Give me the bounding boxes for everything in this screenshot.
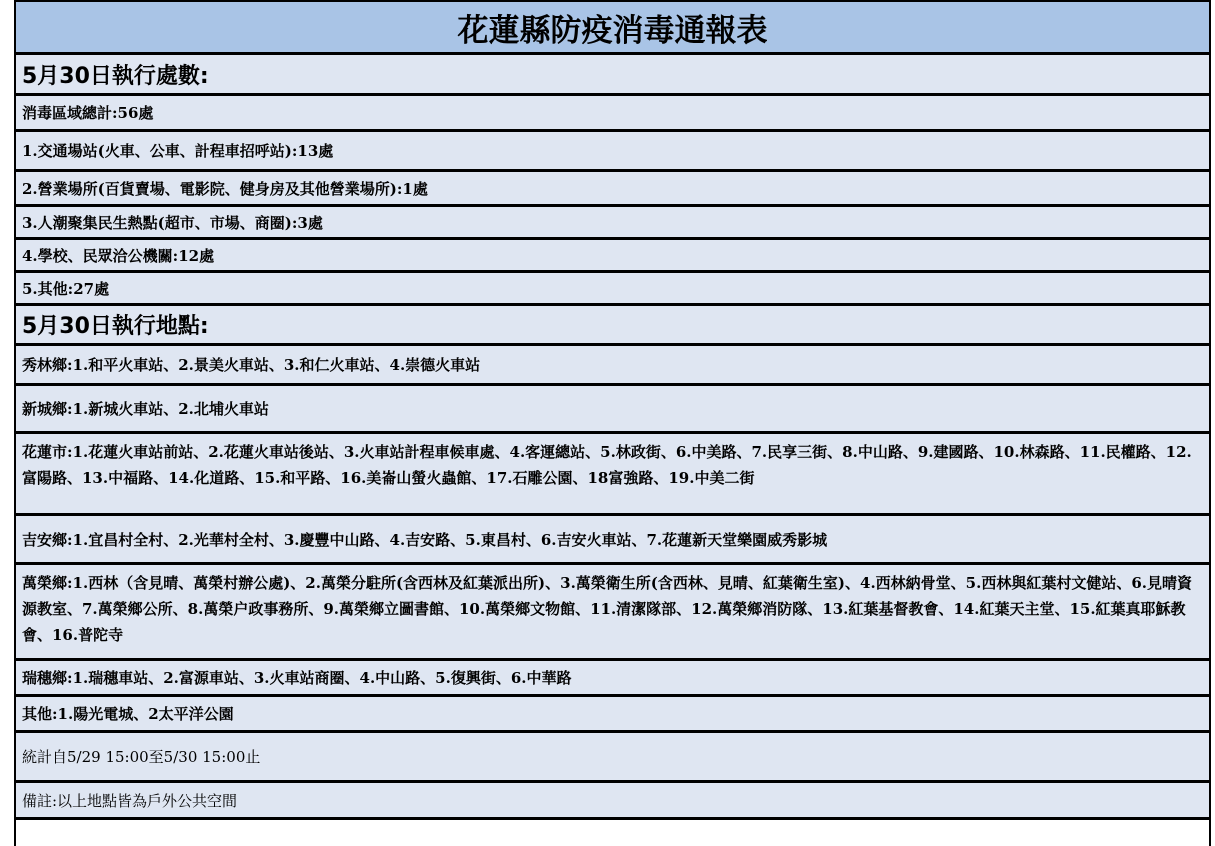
location-heading-text: 5月30日執行地點: xyxy=(22,314,209,339)
total-row xyxy=(16,96,1209,132)
location-row xyxy=(16,346,1209,386)
location-row xyxy=(16,661,1209,697)
category-row xyxy=(16,273,1209,306)
total-text: 消毒區域總計:56處 xyxy=(22,104,154,122)
location-row xyxy=(16,434,1209,516)
count-heading-text: 5月30日執行處數: xyxy=(22,63,209,89)
location-heading xyxy=(16,306,1209,346)
category-text: 2.營業場所(百貨賣場、電影院、健身房及其他營業場所):1處 xyxy=(22,179,428,198)
note-row xyxy=(16,783,1209,820)
category-text: 5.其他:27處 xyxy=(22,279,110,298)
stat-period-row xyxy=(16,733,1209,783)
count-heading xyxy=(16,55,1209,96)
location-text: 其他:1.陽光電城、2太平洋公園 xyxy=(22,705,234,723)
report-title-text: 花蓮縣防疫消毒通報表 xyxy=(457,12,768,49)
category-text: 3.人潮聚集民生熱點(超市、市場、商圈):3處 xyxy=(22,213,323,232)
category-row xyxy=(16,132,1209,172)
report-title xyxy=(16,0,1209,55)
category-text: 1.交通場站(火車、公車、計程車招呼站):13處 xyxy=(22,142,334,160)
location-text: 新城鄉:1.新城火車站、2.北埔火車站 xyxy=(22,400,269,418)
report-sheet xyxy=(14,0,1211,846)
category-row xyxy=(16,172,1209,207)
location-text: 萬榮鄉:1.西林（含見晴、萬榮村辦公處)、2.萬榮分駐所(含西林及紅葉派出所)、3.萬榮衛生所(含西林、見晴、紅葉衛生室)、4.西林納骨堂、5.西林與紅葉村文健站、6.見晴資源教室、7.萬榮鄉公所、8.萬榮户政事務所、9.萬榮鄉立圖書館、10.萬榮鄉文物館、11.清潔隊部、12.萬榮鄉消防隊、13.紅葉基督教會、14.紅葉天主堂、15.紅葉真耶穌教會、16.普陀寺 xyxy=(22,574,1192,644)
location-row xyxy=(16,516,1209,565)
location-row xyxy=(16,697,1209,733)
blank-area xyxy=(16,820,1209,846)
location-row xyxy=(16,565,1209,661)
stat-period-text: 統計自5/29 15:00至5/30 15:00止 xyxy=(22,748,261,766)
location-text: 瑞穗鄉:1.瑞穗車站、2.富源車站、3.火車站商圈、4.中山路、5.復興街、6.中華路 xyxy=(22,669,572,687)
location-row xyxy=(16,386,1209,434)
location-text: 花蓮市:1.花蓮火車站前站、2.花蓮火車站後站、3.火車站計程車候車處、4.客運總站、5.林政街、6.中美路、7.民享三街、8.中山路、9.建國路、10.林森路、11.民權路、12.富陽路、13.中福路、14.化道路、15.和平路、16.美崙山螢火蟲館、17.石雕公園、18富強路、19.中美二街 xyxy=(22,443,1192,487)
category-text: 4.學校、民眾洽公機關:12處 xyxy=(22,246,215,265)
category-row xyxy=(16,240,1209,273)
category-row xyxy=(16,207,1209,240)
location-text: 秀林鄉:1.和平火車站、2.景美火車站、3.和仁火車站、4.崇德火車站 xyxy=(22,356,481,374)
location-text: 吉安鄉:1.宜昌村全村、2.光華村全村、3.慶豐中山路、4.吉安路、5.東昌村、6.吉安火車站、7.花蓮新天堂樂園威秀影城 xyxy=(22,530,828,549)
note-text: 備註:以上地點皆為戶外公共空間 xyxy=(22,791,238,810)
